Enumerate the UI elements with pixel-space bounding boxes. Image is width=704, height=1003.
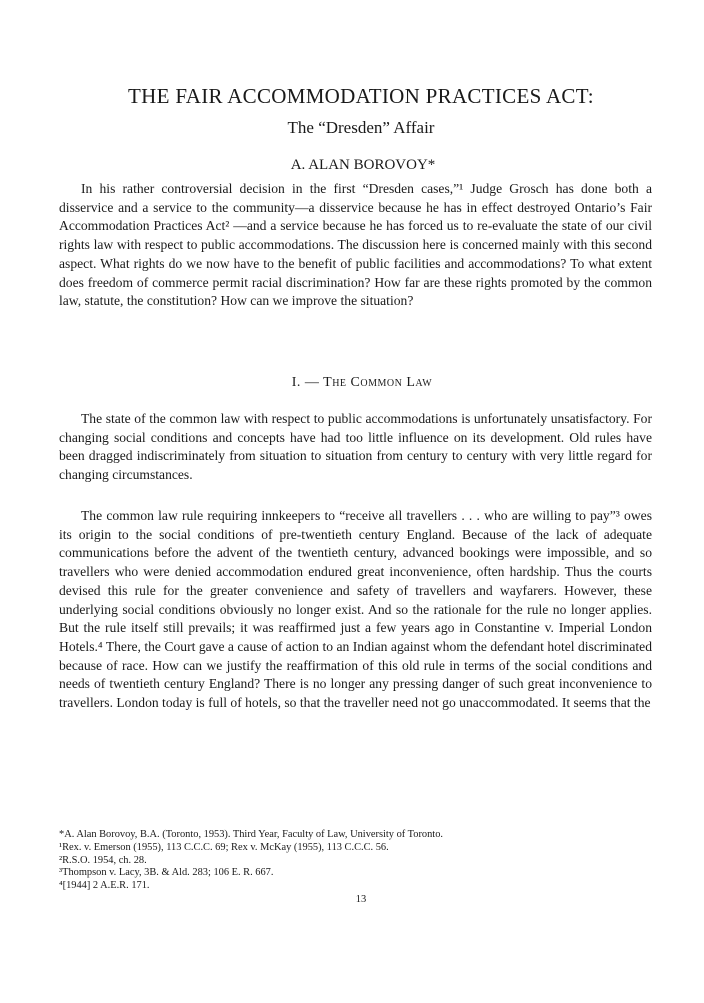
section-heading: I. — The Common Law xyxy=(291,375,433,390)
common-law-paragraph-2: The common law rule requiring innkeepers to “receive all travellers . . . who are willing to pay”³ owes its origin to the social conditions of pre-twentieth century England. Because of the lack of adequate communications before the advent of the twentieth century, advanced bookings were impossible, and so travellers who were denied accommodation endured great inconvenience, often hardship. Thus the courts devised this rule for the greater convenience and safety of travellers and wayfarers. However, these underlying social conditions obviously no longer exist. And so the rationale for the rule no longer applies. But the rule itself still prevails; it was reaffirmed just a few years ago in Constantine v. Imperial London Hotels.⁴ There, the Court gave a cause of action to an Indian against whom the defendant hotel discriminated because of race. How can we justify the reaffirmation of this old rule in terms of the social conditions and needs of twentieth century England? There is no longer any pressing danger of such great inconvenience to travellers. London today is full of hotels, so that the traveller need not go unaccommodated. It seems that the xyxy=(59,508,652,711)
footnote-4: ⁴[1944] 2 A.E.R. 171. xyxy=(59,880,150,892)
article-title: THE FAIR ACCOMMODATION PRACTICES ACT: xyxy=(128,84,594,108)
footnote-author: *A. Alan Borovoy, B.A. (Toronto, 1953). Third Year, Faculty of Law, University of Toronto. xyxy=(59,829,443,840)
page-number: 13 xyxy=(355,894,367,905)
common-law-paragraph-1: The state of the common law with respect to public accommodations is unfortunately unsatisfactory. For changing social conditions and concepts have had too little influence on its development. Old rules have been dragged indiscriminately from situation to situation from century to century with very little regard for changing circumstances. xyxy=(59,411,652,483)
footnote-1: ¹Rex. v. Emerson (1955), 113 C.C.C. 69; Rex v. McKay (1955), 113 C.C.C. 56. xyxy=(59,841,389,853)
intro-paragraph: In his rather controversial decision in the first “Dresden cases,”¹ Judge Grosch has done both a disservice and a service to the community—a disservice because he has in effect destroyed Ontario’s Fair Accommodation Practices Act² —and a service because he has forced us to re-evaluate the state of our civil rights law with respect to public accommodations. The discussion here is concerned mainly with this second aspect. What rights do we now have to the benefit of public facilities and accommodations? To what extent does freedom of commerce permit racial discrimination? How far are these rights promoted by the common law, statute, the constitution? How can we improve the situation? xyxy=(59,181,652,309)
article-subtitle: The “Dresden” Affair xyxy=(287,118,435,137)
footnote-3: ³Thompson v. Lacy, 3B. & Ald. 283; 106 E. R. 667. xyxy=(59,867,274,879)
footnote-2: ²R.S.O. 1954, ch. 28. xyxy=(59,854,147,866)
article-author: A. ALAN BOROVOY* xyxy=(290,157,436,173)
footnotes xyxy=(59,829,652,893)
